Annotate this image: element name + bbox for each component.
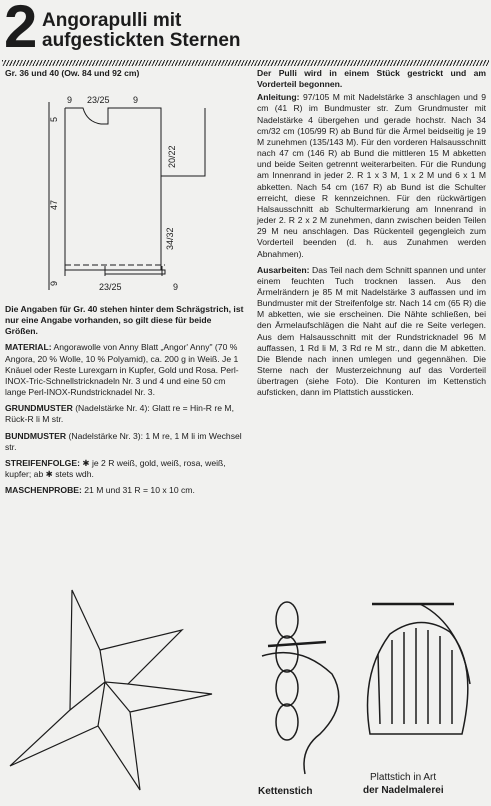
dim-bottom-right: 9 (173, 282, 179, 292)
article-title-line2: aufgestickten Sternen (42, 30, 241, 51)
sizes-heading: Gr. 36 und 40 (Ow. 84 und 92 cm) (5, 68, 140, 78)
maschenprobe-label: MASCHENPROBE: (5, 485, 82, 496)
article-number: 2 (4, 0, 36, 60)
dim-body-left: 47 (49, 199, 59, 210)
intro-text: Der Pulli wird in einem Stück gestrickt und am Vorderteil begonnen. (257, 68, 486, 90)
streifen-text: ✱ je 2 R weiß, gold, weiß, rosa, weiß, kupfer; ab ✱ stets wdh. (5, 457, 226, 480)
chain-stitch-illustration (262, 602, 339, 774)
streifen-label: STREIFENFOLGE: (5, 457, 80, 468)
dim-top-right: 9 (133, 95, 139, 105)
right-column (257, 68, 486, 399)
caption-plattstich-line1: Plattstich in Art (370, 772, 437, 783)
size-note: Die Angaben für Gr. 40 stehen hinter dem Schrägstrich, ist nur eine Angabe vorhanden, so gilt diese für beide Größen. (5, 304, 244, 337)
bundmuster-para (5, 431, 245, 453)
left-column (5, 68, 245, 79)
bundmuster-text: (Nadelstärke Nr. 3): 1 M re, 1 M li im Wechsel str. (5, 430, 242, 452)
grundmuster-text: (Nadelstärke Nr. 4): Glatt re = Hin-R re M, Rück-R li M str. (5, 403, 234, 425)
dim-bottom-mid: 23/25 (99, 282, 122, 292)
caption-plattstich-line2: der Nadelmalerei (363, 785, 444, 796)
anleitung-para (257, 92, 486, 259)
star-pattern (10, 590, 212, 790)
caption-kettenstich: Kettenstich (258, 786, 313, 797)
material-label: MATERIAL: (5, 342, 52, 353)
dim-top-mid: 23/25 (87, 95, 110, 105)
dim-body-right: 34/32 (165, 227, 175, 250)
article-header (4, 0, 487, 60)
satin-stitch-illustration (368, 604, 471, 734)
material-text: Angorawolle von Anny Blatt „Angor' Anny" (70 % Angora, 20 % Wolle, 10 % Polyamid), ca. 200 g in Weiß. Je 1 Knäuel oder Reste Lurexgarn in Kupfer, Gold und Rosa. Perl-INOX-Tric-Schnellstricknadeln Nr. 3 und 4 und eine 50 cm lange Perl-INOX-Rundstricknadel Nr. 3. (5, 342, 239, 398)
maschenprobe-text: 21 M und 31 R = 10 x 10 cm. (84, 485, 195, 496)
dim-neck: 5 (49, 116, 59, 122)
left-text (5, 304, 245, 496)
dim-bottom-left: 9 (49, 280, 59, 286)
anleitung-text: 97/105 M mit Nadelstärke 3 anschlagen und 9 cm (41 R) im Bundmuster str. Zum Grundmuster mit Nadelstärke 4 übergehen und gerade hochstr. Nach 34 cm/32 cm (105/99 R) ab Bund für die Ärmel beidseitig je 19 M zunehmen (135/143 M). Für den vorderen Halsausschnitt nach 47 cm (146 R) ab Bund die mittleren 15 M abketten und beide Seiten getrennt weiterarbeiten. Für die Rundung am Innenrand in jeder 2. R 1 x 3 M, 1 x 2 M und 6 x 1 M abketten. Nach 54 cm (167 R) ab Bund ist die Schulter erreicht, diese R kennzeichnen. Für den rückwärtigen Halsausschnitt ab Schultermarkierung am Innenrand in jeder 2. R 2 x 2 M zunehmen, dann zwischen beiden Teilen 29 M neu anschlagen. Das Rückenteil gegengleich zum Vorderteil beenden (d. h. aus Zunahmen werden Abnahmen). (257, 92, 487, 259)
material-para (5, 342, 245, 398)
ausarbeiten-label: Ausarbeiten: (257, 264, 310, 275)
anleitung-label: Anleitung: (257, 92, 300, 103)
grundmuster-label: GRUNDMUSTER (5, 403, 73, 414)
hatched-divider (2, 60, 489, 66)
garment-schematic (5, 90, 245, 300)
article-title-line1: Angorapulli mit (42, 10, 182, 31)
ausarbeiten-text: Das Teil nach dem Schnitt spannen und unter einem feuchten Tuch trocknen lassen. Aus den Ärmelrändern je 85 M mit Nadelstärke 3 auffassen und im Bundmuster mit der Streifenfolge str. Nach 14 cm (65 R) die M abketten, wie sie erscheinen. Die Nähte schließen, bei den Ärmelaufschlägen die Naht auf die re Seite verlegen. Aus dem Halsausschnitt mit der Rundstricknadel 96 M auffassen, 1 Rd li M, 3 Rd re M str., dann die M abketten. Die Blende nach innen umlegen und gegennähen. Die Sterne nach der Musterzeichnung auf das Vorderteil übertragen (siehe Foto). Die Konturen im Kettenstich aufsticken, dann im Plattstich aussticken. (257, 264, 487, 398)
bundmuster-label: BUNDMUSTER (5, 430, 67, 441)
grundmuster-para (5, 403, 245, 425)
dim-armhole: 20/22 (167, 145, 177, 168)
dim-top-left: 9 (67, 95, 73, 105)
streifen-para (5, 458, 245, 480)
ausarbeiten-para (257, 265, 486, 399)
maschenprobe-para (5, 485, 245, 496)
